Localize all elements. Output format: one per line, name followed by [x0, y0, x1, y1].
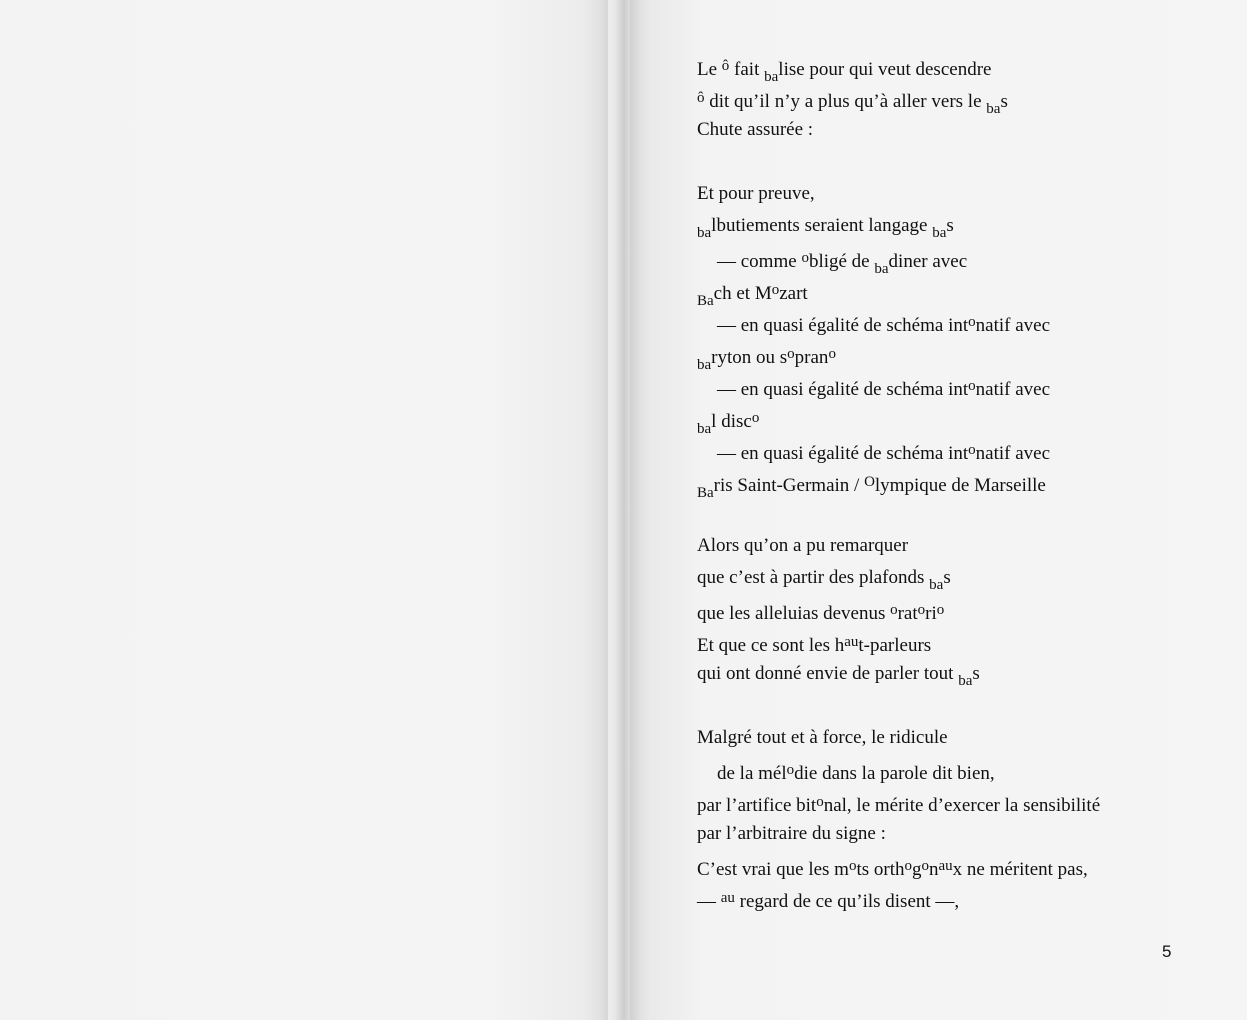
- line-text: s: [972, 663, 980, 684]
- raised-syllable: ô: [721, 58, 730, 74]
- line-text: Et que ce sont les h: [697, 635, 845, 656]
- lowered-syllable: ba: [958, 673, 973, 689]
- poem-line: [697, 114, 1217, 146]
- raised-syllable: o: [787, 346, 795, 362]
- raised-syllable: o: [801, 250, 809, 266]
- poem-line: [697, 530, 1217, 562]
- raised-syllable: o: [968, 378, 976, 394]
- poem-line: [697, 562, 1217, 594]
- line-text: natif avec: [975, 379, 1051, 400]
- line-text: fait: [729, 59, 765, 80]
- line-text: qui ont donné envie de parler tout: [697, 663, 959, 684]
- line-text: ch et M: [713, 283, 772, 304]
- raised-syllable: au: [720, 890, 735, 906]
- line-text: lbutiements seraient langage: [711, 215, 933, 236]
- line-text: Alors qu’on a pu remarquer: [697, 535, 909, 556]
- poem-line: [697, 466, 1217, 501]
- line-text: pran: [794, 347, 829, 368]
- poem-line: [697, 850, 1217, 882]
- lowered-syllable: Ba: [697, 293, 714, 309]
- raised-syllable: o: [936, 602, 945, 618]
- line-text: lympique de Marseille: [874, 475, 1046, 496]
- line-text: s: [1000, 91, 1008, 112]
- raised-syllable: o: [917, 602, 926, 618]
- poem-line: [697, 434, 1217, 466]
- lowered-syllable: ba: [764, 69, 779, 85]
- poem-line: [697, 722, 1217, 754]
- raised-syllable: o: [816, 794, 824, 810]
- line-text: g: [912, 859, 922, 880]
- lowered-syllable: ba: [986, 101, 1001, 117]
- raised-syllable: au: [844, 634, 859, 650]
- raised-syllable: o: [968, 314, 976, 330]
- stanza-break: [697, 690, 1217, 722]
- line-text: que c’est à partir des plafonds: [697, 567, 930, 588]
- poem-line: [697, 306, 1217, 338]
- raised-syllable: o: [890, 602, 898, 618]
- line-text: par l’arbitraire du signe :: [697, 823, 886, 844]
- line-text: regard de ce qu’ils disent —,: [734, 891, 960, 912]
- line-text: t-parleurs: [858, 635, 932, 656]
- lowered-syllable: ba: [929, 577, 944, 593]
- line-text: — en quasi égalité de schéma int: [717, 315, 969, 336]
- poem-line: [697, 338, 1217, 373]
- stanza-break: [697, 146, 1217, 178]
- line-text: lise pour qui veut descendre: [778, 59, 992, 80]
- line-text: ris Saint-Germain /: [713, 475, 865, 496]
- line-text: die dans la parole dit bien,: [794, 763, 995, 784]
- raised-syllable: o: [828, 346, 836, 362]
- lowered-syllable: ba: [874, 261, 889, 277]
- line-text: s: [943, 567, 951, 588]
- poem-line: [697, 626, 1217, 658]
- line-text: dit qu’il n’y a plus qu’à aller vers le: [704, 91, 987, 112]
- raised-syllable: o: [771, 282, 780, 298]
- line-text: — en quasi égalité de schéma int: [717, 379, 969, 400]
- poem-line: [697, 242, 1217, 277]
- poem-text: [697, 50, 1217, 914]
- poem-line: [697, 274, 1217, 309]
- raised-syllable: o: [751, 410, 760, 426]
- lowered-syllable: ba: [697, 357, 712, 373]
- line-text: ts orth: [856, 859, 905, 880]
- line-text: bligé de: [808, 251, 875, 272]
- poem-line: [697, 882, 1217, 914]
- line-text: n: [929, 859, 939, 880]
- line-text: de la mél: [717, 763, 787, 784]
- raised-syllable: o: [786, 762, 795, 778]
- lowered-syllable: ba: [697, 225, 712, 241]
- raised-syllable: o: [921, 858, 929, 874]
- lowered-syllable: ba: [697, 421, 712, 437]
- lowered-syllable: ba: [932, 225, 947, 241]
- line-text: par l’artifice bit: [697, 795, 817, 816]
- line-text: diner avec: [888, 251, 968, 272]
- lowered-syllable: Ba: [697, 485, 714, 501]
- raised-syllable: o: [968, 442, 976, 458]
- left-page: [0, 0, 608, 1020]
- poem-line: [697, 818, 1217, 850]
- poem-line: [697, 658, 1217, 690]
- poem-line: [697, 370, 1217, 402]
- line-text: natif avec: [975, 443, 1051, 464]
- line-text: nal, le mérite d’exercer la sensibilité: [823, 795, 1101, 816]
- poem-line: [697, 82, 1217, 117]
- line-text: que les alleluias devenus: [697, 603, 891, 624]
- line-text: x ne méritent pas,: [952, 859, 1088, 880]
- book-gutter-shadow: [600, 0, 650, 1020]
- poem-line: [697, 754, 1217, 786]
- line-text: C’est vrai que les m: [697, 859, 849, 880]
- raised-syllable: O: [864, 474, 875, 490]
- line-text: l disc: [711, 411, 752, 432]
- raised-syllable: ô: [697, 90, 705, 106]
- line-text: — en quasi égalité de schéma int: [717, 443, 969, 464]
- line-text: Chute assurée :: [697, 119, 814, 140]
- line-text: —: [697, 891, 721, 912]
- stanza-break: [697, 498, 1217, 530]
- poem-line: [697, 50, 1217, 85]
- line-text: Le: [697, 59, 722, 80]
- raised-syllable: o: [848, 858, 857, 874]
- raised-syllable: au: [938, 858, 953, 874]
- poem-line: [697, 786, 1217, 818]
- line-text: s: [946, 215, 954, 236]
- line-text: ryton ou s: [711, 347, 788, 368]
- raised-syllable: o: [904, 858, 912, 874]
- poem-line: [697, 594, 1217, 626]
- line-text: natif avec: [975, 315, 1051, 336]
- line-text: rat: [897, 603, 918, 624]
- poem-line: [697, 402, 1217, 437]
- line-text: ri: [925, 603, 937, 624]
- line-text: zart: [779, 283, 808, 304]
- poem-line: [697, 210, 1217, 242]
- poem-line: [697, 178, 1217, 210]
- line-text: Malgré tout et à force, le ridicule: [697, 727, 948, 748]
- line-text: Et pour preuve,: [697, 183, 815, 204]
- line-text: — comme: [717, 251, 802, 272]
- page-number: 5: [1162, 942, 1172, 961]
